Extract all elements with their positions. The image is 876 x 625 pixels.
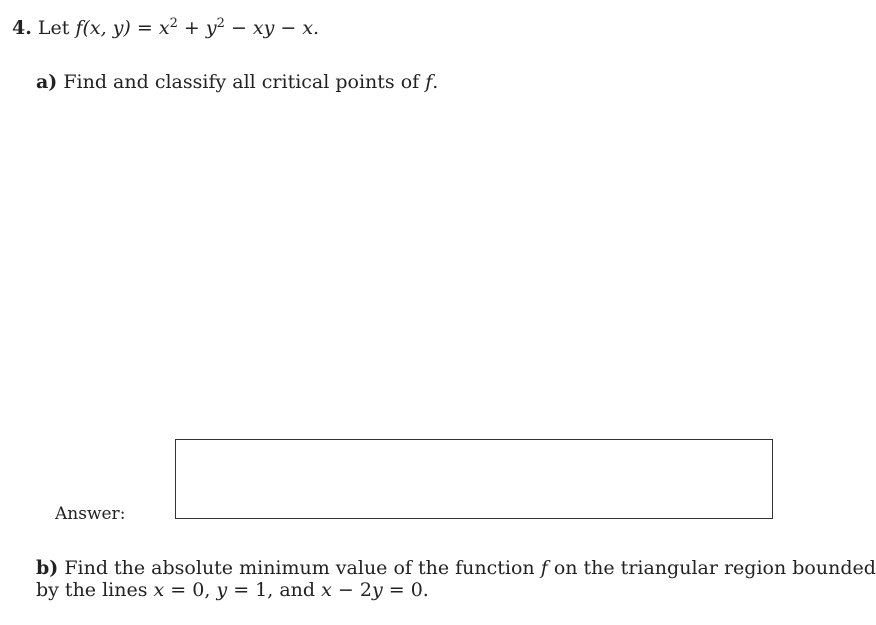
term-x: x (158, 17, 170, 39)
problem-statement (12, 17, 319, 39)
condition-2-var: y (216, 579, 228, 601)
answer-label: Answer: (55, 504, 126, 524)
part-b-text-2: on the triangular region bounded (553, 557, 876, 579)
problem-number: 4. (12, 17, 32, 39)
and-word: and (279, 579, 316, 601)
function-args: (x, y) (82, 17, 131, 39)
term-y: y (205, 17, 217, 39)
condition-1-var: x (153, 579, 165, 601)
answer-input[interactable] (175, 439, 773, 519)
part-b-function: f (540, 557, 548, 579)
part-b-line-2 (36, 579, 429, 601)
part-a (36, 71, 438, 93)
equals-sign: = (136, 17, 153, 39)
condition-3-minus: − 2 (337, 579, 372, 601)
condition-2-rest: = 1, (233, 579, 274, 601)
exponent-y: 2 (216, 16, 225, 31)
plus-sign: + (183, 17, 200, 39)
condition-3-x: x (321, 579, 332, 601)
part-a-text: Find and classify all critical points of (63, 71, 420, 93)
part-b-line2-start: by the lines (36, 579, 148, 601)
problem-lead: Let (37, 17, 70, 39)
condition-3-rest: = 0. (388, 579, 429, 601)
part-a-end: . (432, 71, 439, 93)
exponent-x: 2 (169, 16, 178, 31)
function-tail: − xy − x. (230, 17, 320, 39)
part-b-text-1: Find the absolute minimum value of the function (64, 557, 535, 579)
condition-3-y: y (371, 579, 383, 601)
condition-1-rest: = 0, (170, 579, 211, 601)
part-b-label: b) (36, 557, 59, 579)
part-a-function: f (425, 71, 433, 93)
part-a-label: a) (36, 71, 58, 93)
part-b-line-1 (36, 557, 876, 579)
function-name: f (75, 17, 83, 39)
